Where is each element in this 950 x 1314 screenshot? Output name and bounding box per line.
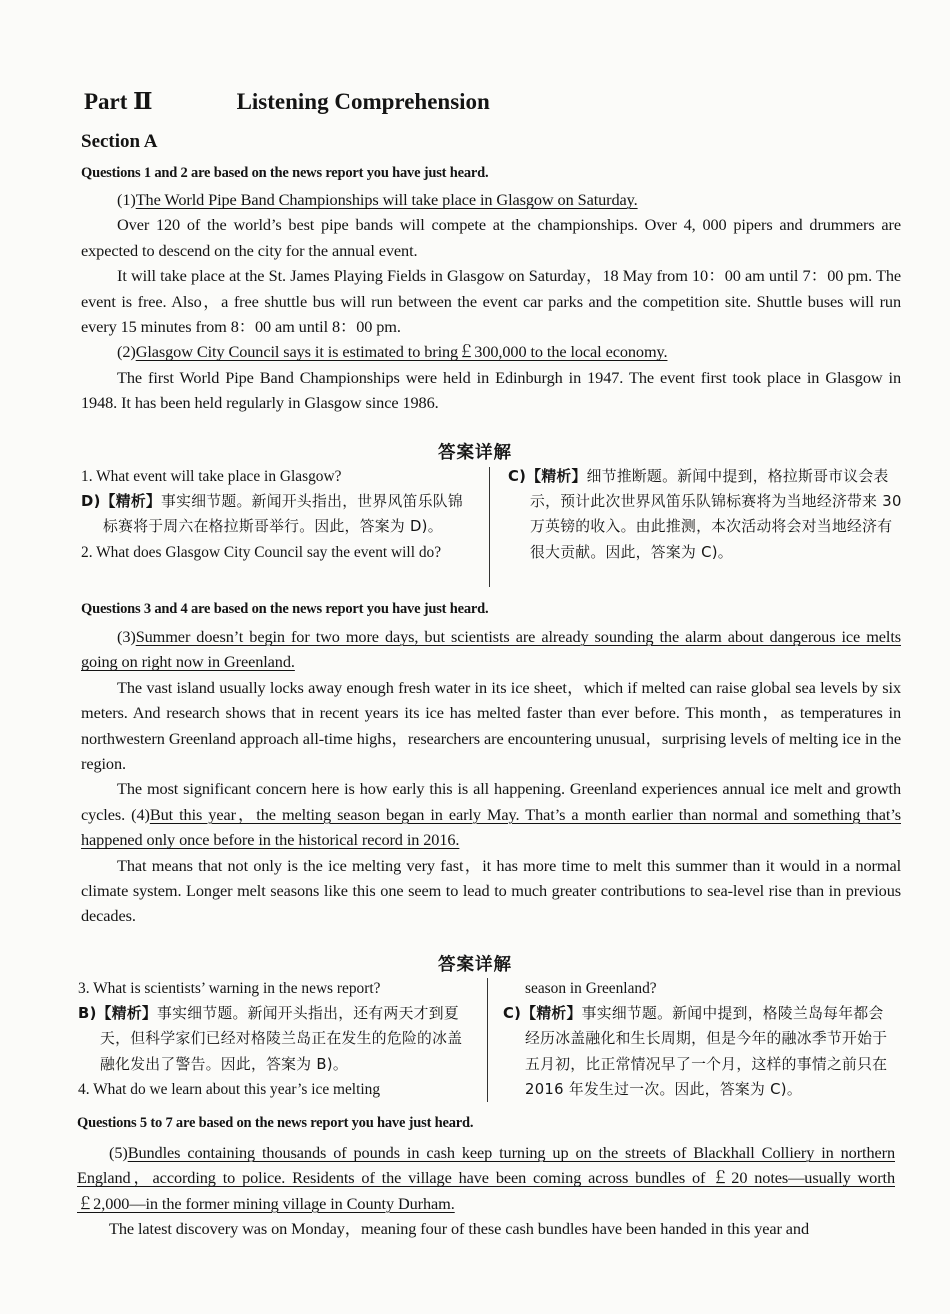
underlined-sentence: Summer doesn’t begin for two more days, but scientists are already sounding the alarm about dangerous ice melts going on right now in Greenland. xyxy=(81,627,901,672)
news-report-1 xyxy=(81,187,901,416)
paragraph xyxy=(81,187,901,212)
questions-5-7-heading: Questions 5 to 7 are based on the news report you have just heard. xyxy=(77,1115,474,1131)
answer-tag: B)【精析】 xyxy=(78,1005,158,1023)
sentence: The most significant concern here is how early this is all happening. Greenland experiences annual ice melt and growth cycles. xyxy=(81,779,901,824)
question-4-continued: season in Greenland? xyxy=(525,980,657,997)
questions-3-4-heading: Questions 3 and 4 are based on the news report you have just heard. xyxy=(81,601,489,617)
answer-column-left xyxy=(81,464,473,565)
answer-4 xyxy=(503,1001,897,1102)
underlined-sentence: The World Pipe Band Championships will take place in Glasgow on Saturday. xyxy=(135,190,638,209)
part-label: Part Ⅱ xyxy=(84,89,153,114)
paragraph xyxy=(81,624,901,675)
answer-explanation-title: 答案详解 xyxy=(438,443,512,463)
part-heading xyxy=(84,88,490,115)
paragraph xyxy=(77,1140,895,1216)
answer-text: 细节推断题。新闻中提到，格拉斯哥市议会表示，预计此次世界风笛乐队锦标赛将为当地经济带来 30 万英镑的收入。由此推测，本次活动将会对当地经济有很大贡献。因此，答案为 C)。 xyxy=(530,468,902,561)
column-divider xyxy=(489,467,490,587)
answer-2 xyxy=(508,464,902,565)
answer-3 xyxy=(78,1001,470,1077)
answer-column-left xyxy=(78,976,470,1102)
section-heading: Section A xyxy=(81,131,158,152)
underlined-sentence: But this year，the melting season began in early May. That’s a month earlier than normal and something that’s happened only once before in the historical record in 2016. xyxy=(81,804,901,850)
question-marker: (2) xyxy=(117,342,136,362)
question-marker: (4) xyxy=(131,804,150,824)
paragraph: That means that not only is the ice melting very fast，it has more time to melt this summer than it would in a normal climate system. Longer melt seasons like this one seem to lead to much greater contributions to sea-level rise than in previous decades. xyxy=(81,855,901,926)
underlined-sentence: Glasgow City Council says it is estimated to bring￡300,000 to the local economy. xyxy=(135,342,668,362)
answer-explanation-title: 答案详解 xyxy=(438,955,512,975)
paragraph xyxy=(81,339,901,364)
question-4: 4. What do we learn about this year’s ice melting xyxy=(78,1080,381,1098)
questions-1-2-heading: Questions 1 and 2 are based on the news report you have just heard. xyxy=(81,165,489,181)
paragraph: It will take place at the St. James Playing Fields in Glasgow on Saturday，18 May from 10：00 am until 7：00 pm. The event is free. Also，a free shuttle bus will run between the event car parks and the competition site. Shuttle buses will run every 15 minutes from 8：00 am until 8：00 pm. xyxy=(81,266,901,337)
paragraph: Over 120 of the world’s best pipe bands will compete at the championships. Over 4, 000 pipers and drummers are expected to descend on the city for the annual event. xyxy=(81,215,901,260)
question-marker: (5) xyxy=(109,1143,128,1162)
question-marker: (1) xyxy=(117,190,136,209)
answer-tag: C)【精析】 xyxy=(503,1005,582,1023)
paragraph xyxy=(81,776,901,852)
part-title: Listening Comprehension xyxy=(236,89,490,114)
paragraph: The vast island usually locks away enough fresh water in its ice sheet，which if melted can raise global sea levels by six meters. And research shows that in recent years its ice has melted faster than ever before. This month，as temperatures in northwestern Greenland approach all-time highs，researchers are encountering unusual，surprising levels of melting ice in the region. xyxy=(81,677,901,774)
paragraph: The first World Pipe Band Championships were held in Edinburgh in 1947. The event first took place in Glasgow in 1948. It has been held regularly in Glasgow since 1986. xyxy=(81,367,901,413)
answer-tag: D)【精析】 xyxy=(81,493,162,511)
column-divider xyxy=(487,978,488,1102)
question-1: 1. What event will take place in Glasgow? xyxy=(81,468,342,485)
answer-tag: C)【精析】 xyxy=(508,468,587,485)
underlined-sentence: Bundles containing thousands of pounds in cash keep turning up on the streets of Blackhall Colliery in northern England，according to police. Residents of the village have been coming across bundles of ￡20 notes—usually worth ￡2,000—in the former mining village in County Durham. xyxy=(77,1143,895,1213)
answer-column-right xyxy=(503,976,897,1102)
news-report-2 xyxy=(81,624,901,929)
answer-text: 事实细节题。新闻开头指出，世界风笛乐队锦标赛将于周六在格拉斯哥举行。因此，答案为 D)。 xyxy=(103,493,463,536)
question-2: 2. What does Glasgow City Council say the event will do? xyxy=(81,543,442,561)
answer-text: 事实细节题。新闻开头指出，还有两天才到夏天，但科学家们已经对格陵兰岛正在发生的危险的冰盖融化发出了警告。因此，答案为 B)。 xyxy=(100,1005,463,1073)
question-marker: (3) xyxy=(117,627,136,646)
answer-text: 事实细节题。新闻中提到，格陵兰岛每年都会经历冰盖融化和生长周期，但是今年的融冰季节开始于五月初，比正常情况早了一个月，这样的事情之前只在 2016 年发生过一次。因此，答案为 C)。 xyxy=(525,1005,888,1098)
answer-1 xyxy=(81,489,473,539)
news-report-3 xyxy=(77,1140,895,1242)
question-3: 3. What is scientists’ warning in the news report? xyxy=(78,980,381,997)
paragraph: The latest discovery was on Monday，meaning four of these cash bundles have been handed in this year and xyxy=(109,1219,809,1239)
